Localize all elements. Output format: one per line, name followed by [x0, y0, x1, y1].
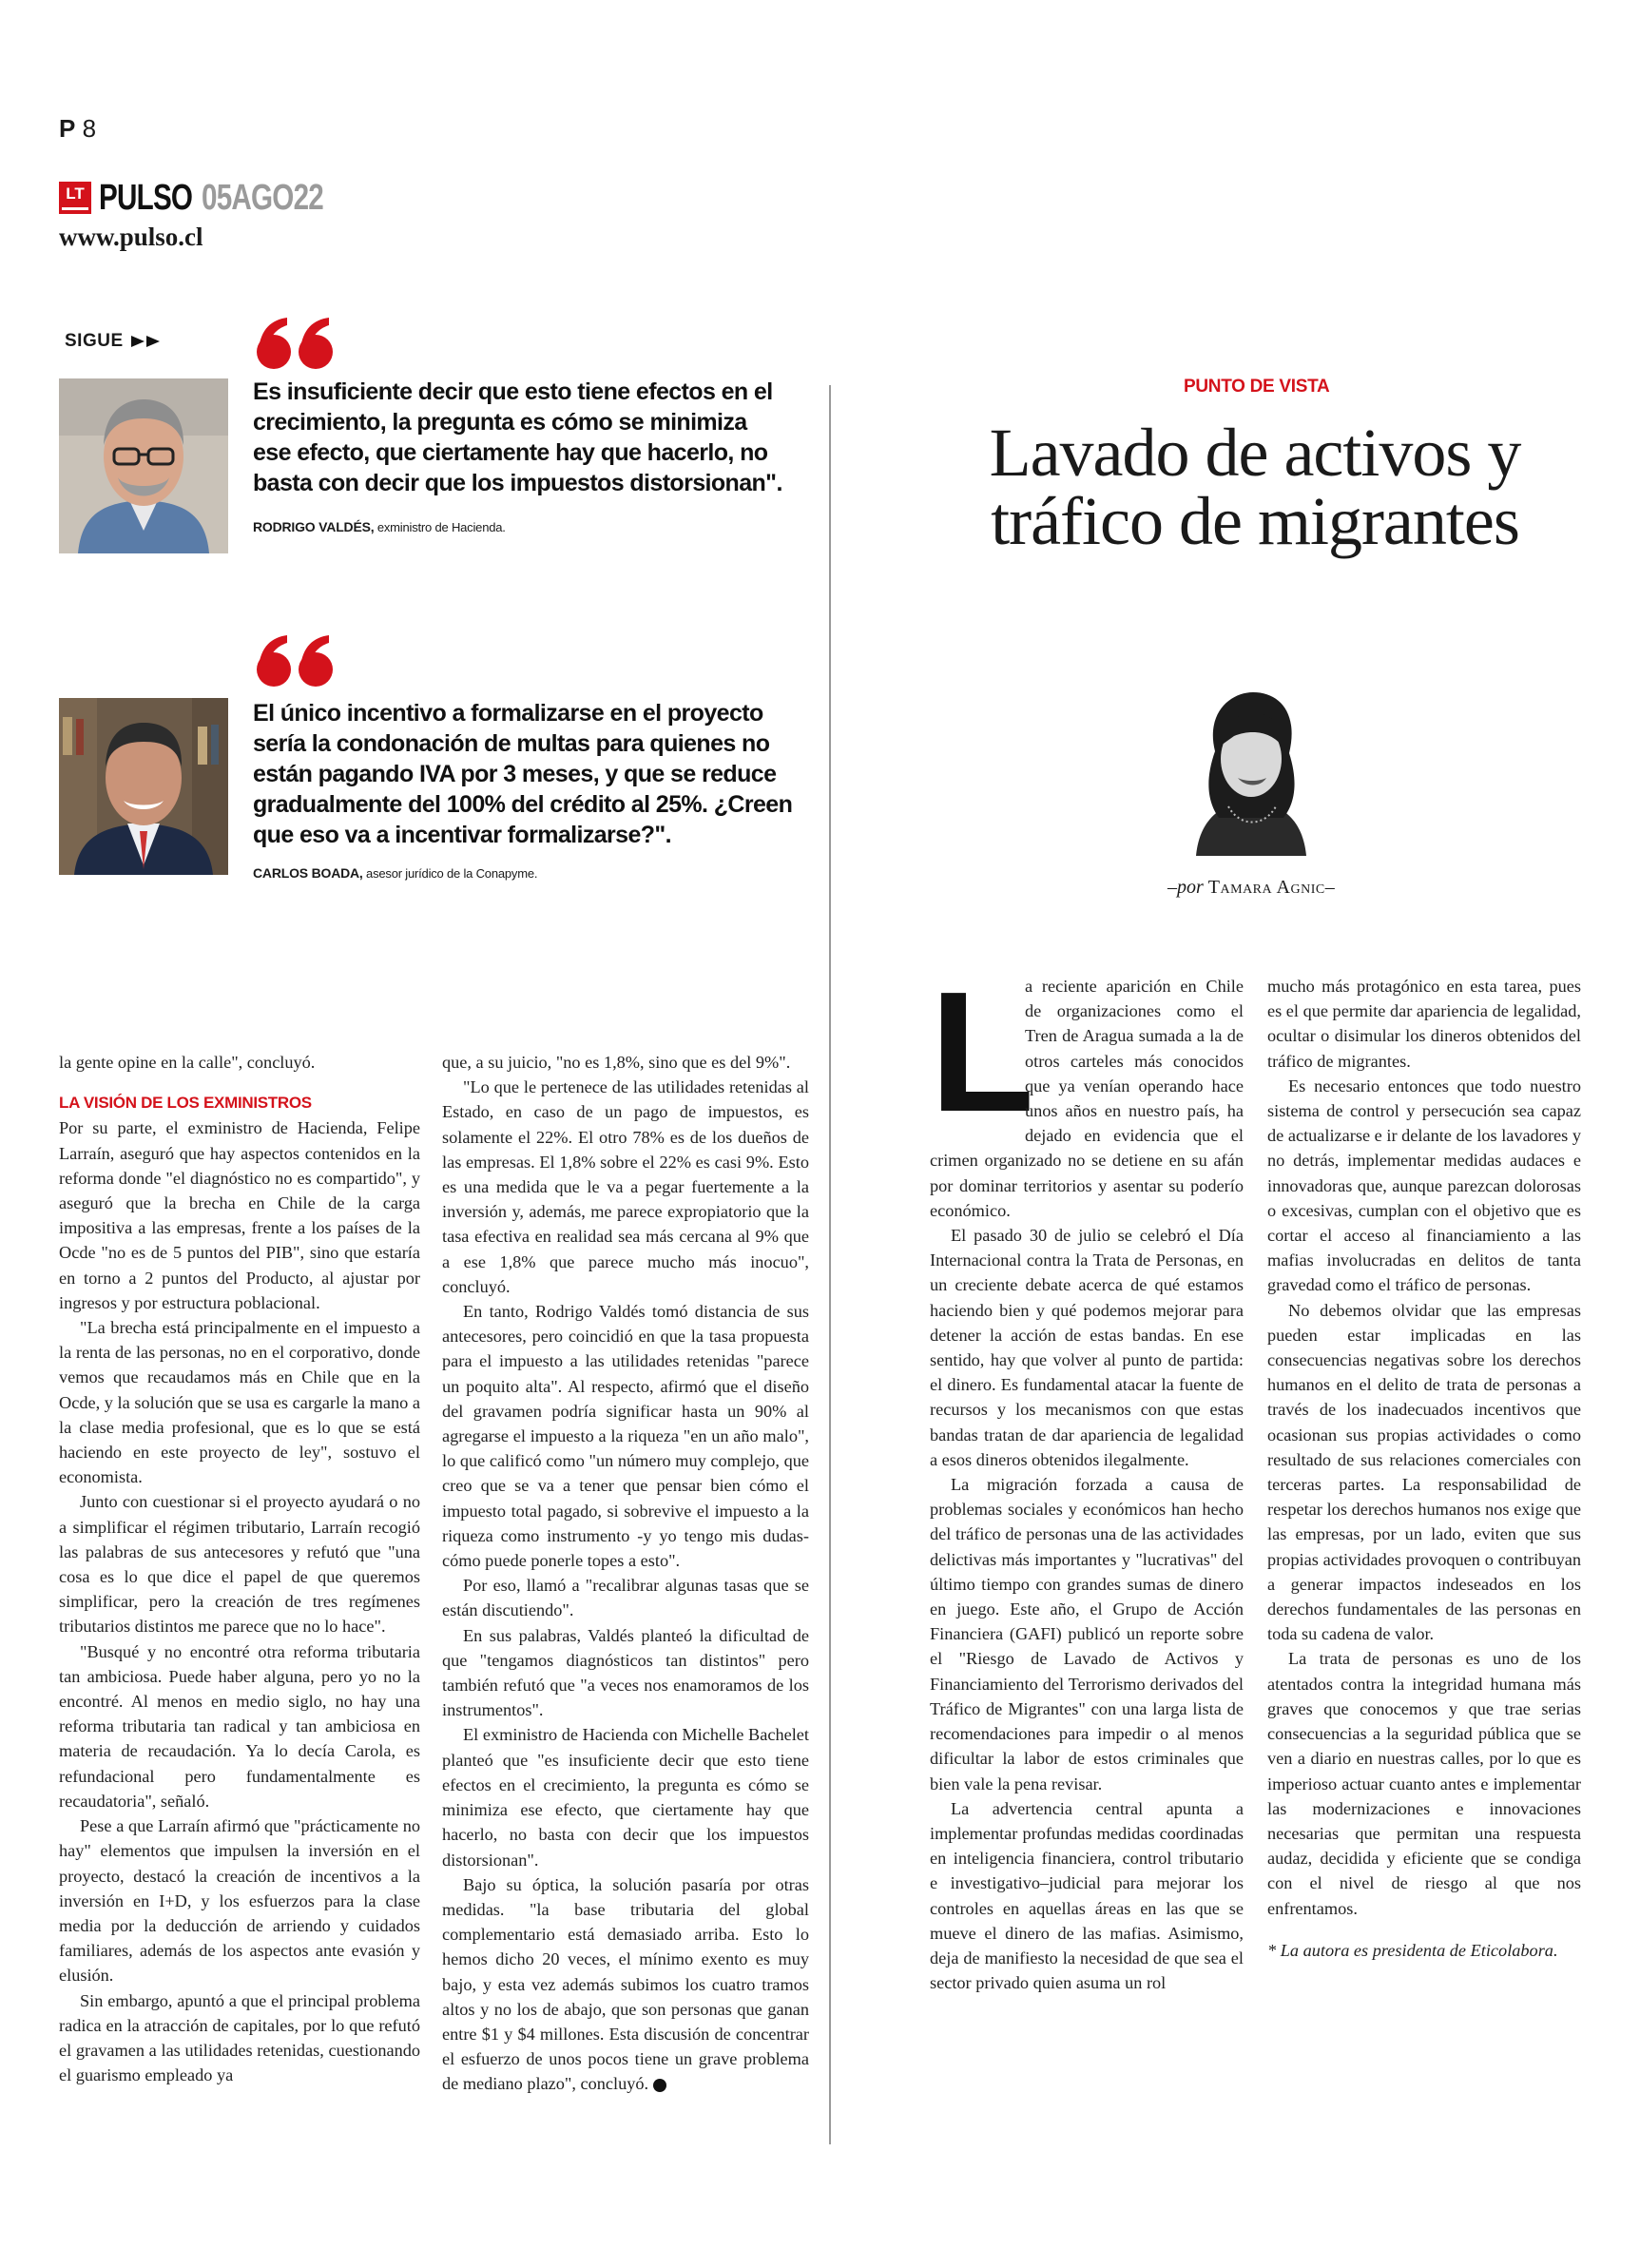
rodrigo-valdes-photo	[59, 378, 228, 553]
tamara-agnic-portrait	[1177, 685, 1325, 856]
column-divider	[829, 385, 831, 2144]
double-arrow-icon	[131, 335, 164, 348]
quote-author: CARLOS BOADA, asesor jurídico de la Conapyme.	[253, 865, 538, 881]
page-number: P 8	[59, 114, 97, 143]
paragraph: Sin embargo, apuntó a que el principal problema radica en la atracción de capitales, por lo que refutó el gravamen a las utilidades retenidas, cuestionando el guarismo empleado ya	[59, 1990, 420, 2085]
quote-text: Es insuficiente decir que esto tiene efectos en el crecimiento, la pregunta es cómo se minimiza ese efecto, que ciertamente hay que hacerlo, no basta con decir que los impuestos distorsionan".	[253, 378, 782, 496]
paragraph: Pese a que Larraín afirmó que "prácticamente no hay" elementos que impulsen la inversión en el proyecto, destacó la creación de incentivos a la inversión en I+D, y los esfuerzos para la clase media por la deducción de arriendo y cuidados familiares, además de los aspectos ante evasión y elusión.	[59, 1816, 420, 1986]
paragraph: La trata de personas es uno de los atentados contra la integridad humana más graves que conocemos y que trae serias consecuencias a la seguridad pública que se ven a diario en nuestras calles, por lo que es imperioso actuar cuanto antes e implementar las modernizaciones e innovaciones necesarias que permitan una respuesta audaz, decidida y eficiente que se condiga con el nivel de riesgo al que nos enfrentamos.	[1267, 1649, 1581, 1918]
paragraph: La advertencia central apunta a implementar profundas medidas coordinadas en inteligencia financiera, control tributario e investigativo–judicial para mejorar los controles en aquellas áreas en las que se mueve el dinero de las mafias. Asimismo, deja de manifiesto la necesidad de que sea el sector privado quien asuma un rol	[930, 1798, 1244, 1993]
masthead-date: 05AGO22	[202, 177, 323, 218]
paragraph: No debemos olvidar que las empresas pueden estar implicadas en las consecuencias negativas sobre los derechos humanos en el delito de trata de personas a través de los inadecuados incentivos que ocasionan sus propias actividades o como resultado de sus relaciones comerciales con terceras partes. La responsabilidad de respetar los derechos humanos nos exige que las empresas, por un lado, eviten que sus propias actividades provoquen o contribuyan a generar impactos indeseados en los derechos fundamentales de las personas en toda su cadena de valor.	[1267, 1300, 1581, 1644]
end-mark-icon: P	[653, 2079, 666, 2092]
quote-mark-icon	[255, 631, 340, 688]
paragraph: Es necesario entonces que todo nuestro sistema de control y persecución sea capaz de actualizarse e ir delante de los lavadores y no detrás, implementar medidas audaces e innovadoras que, aunque parezcan dolorosas o excesivas, cumplan con el objetivo que es cortar el acceso al financiamiento a las mafias involucradas en delitos de tanta gravedad como el tráfico de personas.	[1267, 1076, 1581, 1295]
paragraph: La migración forzada a causa de problemas sociales y económicos han hecho del tráfico de personas una de las actividades delictivas más importantes y "lucrativas" del último tiempo con grandes sumas de dinero en juego. Este año, el Grupo de Acción Financiera (GAFI) publicó un reporte sobre el "Riesgo de Lavado de Activos y Financiamiento del Terrorismo derivados del Tráfico de Migrantes" con una larga lista de recomendaciones para impedir o al menos dificultar la labor de estos criminales que bien vale la pena revisar.	[930, 1475, 1244, 1793]
author-note: * La autora es presidenta de Eticolabora.	[1267, 1940, 1558, 1960]
article-column-2	[442, 1050, 809, 2097]
article-column-1	[59, 1050, 420, 2087]
quote-text: El único incentivo a formalizarse en el proyecto sería la condonación de multas para quienes no están pagando IVA por 3 meses, y que se reduce gradualmente del 100% del crédito al 25%. ¿Creen que eso va a incentivar formalizarse?".	[253, 700, 793, 848]
subhead: LA VISIÓN DE LOS EXMINISTROS	[59, 1094, 312, 1113]
site-url[interactable]: www.pulso.cl	[59, 223, 203, 251]
opinion-column-2	[1267, 974, 1581, 1963]
paragraph: Por eso, llamó a "recalibrar algunas tasas que se están discutiendo".	[442, 1576, 809, 1620]
paragraph: mucho más protagónico en esta tarea, pues es el que permite dar apariencia de legalidad, ocultar o disimular los dineros obtenidos del tráfico de migrantes.	[1267, 977, 1581, 1071]
carlos-boada-photo	[59, 698, 228, 875]
drop-cap: L	[930, 957, 1034, 1148]
paragraph: la gente opine en la calle", concluyó.	[59, 1053, 316, 1072]
quote-author: RODRIGO VALDÉS, exministro de Hacienda.	[253, 519, 506, 534]
paragraph: "Lo que le pertenece de las utilidades retenidas al Estado, en caso de un pago de impuestos, es solamente el 22%. El otro 78% es de los dueños de las empresas. El 1,8% sobre el 22% es casi 9%. Esto es una medida que le va a pegar fuertemente a la inversión y, además, me parece expropiatorio que la tasa efectiva en realidad sea más cercana al 9% que a ese 1,8% que parece mucho más inocuo", concluyó.	[442, 1077, 809, 1296]
paragraph: a reciente aparición en Chile de organizaciones como el Tren de Aragua sumada a la de otros carteles más conocidos que ya venían operando hace unos años en nuestro país, ha dejado en evidencia que el crimen organizado no se detiene en su afán por dominar territorios y asentar su poderío económico.	[930, 977, 1244, 1220]
paragraph: "La brecha está principalmente en el impuesto a la renta de las personas, no en el corporativo, donde vemos que recaudamos más en Chile que en la Ocde, y la solución que se usa es cargarle la mano a la clase media profesional, que es lo que se está haciendo en este proyecto de ley", sostuvo el economista.	[59, 1318, 420, 1487]
paragraph: El pasado 30 de julio se celebró el Día Internacional contra la Trata de Personas, en un creciente debate acerca de qué estamos haciendo bien y qué podemos mejorar para detener la acción de estas bandas. En ese sentido, hay que volver al punto de partida: el dinero. Es fundamental atacar la fuente de recursos y los mecanismos con que estas bandas tratan de dar apariencia de legalidad a esos dineros obtenidos ilegalmente.	[930, 1226, 1244, 1469]
paragraph: Junto con cuestionar si el proyecto ayudará o no a simplificar el régimen tributario, Larraín recogió las palabras de sus antecesores y refutó que "una cosa es lo que dice el papel de que queremos simplificar, pero la creación de tres regímenes tributarios distintos me parece que no lo hace".	[59, 1492, 420, 1637]
paragraph: El exministro de Hacienda con Michelle Bachelet planteó que "es insuficiente decir que esto tiene efectos en el crecimiento, la pregunta es cómo se minimiza ese efecto, que ciertamente hay que hacerlo, no basta con decir que los impuestos distorsionan".	[442, 1725, 809, 1870]
paragraph: En tanto, Rodrigo Valdés tomó distancia de sus antecesores, pero coincidió en que la tasa propuesta para el impuesto a las utilidades retenidas "parece un poquito alta". Al respecto, afirmó que el diseño del gravamen podría significar hasta un 90% al agregarse el impuesto a la riqueza "en un año malo", lo que calificó como "un número muy complejo, que creo que se va a tener que pensar bien cómo el impuesto total pagado, si sobrevive el impuesto a la riqueza como instrumento -y yo tengo mis dudas- cómo puede ponerle topes a esto".	[442, 1302, 809, 1571]
opinion-column-1	[930, 957, 1244, 1995]
paragraph: que, a su juicio, "no es 1,8%, sino que es del 9%".	[442, 1053, 791, 1072]
paragraph: En sus palabras, Valdés planteó la dificultad de que "tengamos diagnósticos tan distintos" pero también refutó que "a veces nos enamoramos de los instrumentos".	[442, 1625, 809, 1720]
lt-logo: LT	[59, 182, 91, 214]
masthead-title: PULSO	[99, 177, 193, 218]
headline: Lavado de activos y tráfico de migrantes	[989, 415, 1521, 559]
byline: –por Tamara Agnic–	[1167, 877, 1336, 898]
sigue-label: SIGUE	[65, 331, 164, 352]
paragraph: Por su parte, el exministro de Hacienda, Felipe Larraín, aseguró que hay aspectos contenidos en la reforma donde "el diagnóstico no es compartido", y aseguró que la brecha en Chile de la carga impositiva a las empresas, frente a los países de la Ocde "no es de 5 puntos del PIB", sino que estaría en torno a 2 puntos del Producto, al ajustar por ingresos y por estructura poblacional.	[59, 1118, 420, 1312]
masthead	[59, 179, 357, 217]
paragraph: "Busqué y no encontré otra reforma tributaria tan ambiciosa. Puede haber alguna, pero yo no la encontré. Al menos en medio siglo, no hay una reforma tributaria tan radical y tan ambiciosa en materia de recaudación. Ya lo decía Carola, es refundacional pero fundamentalmente es recaudatoria", señaló.	[59, 1641, 420, 1811]
quote-mark-icon	[255, 314, 340, 371]
paragraph: Bajo su óptica, la solución pasaría por otras medidas. "la base tributaria del global complementario está demasiado arriba. Esto lo hemos dicho 20 veces, el mínimo exento es muy bajo, y esta vez además subimos los cuatro tramos altos y no los de abajo, que son personas que ganan entre $1 y $4 millones. Esta discusión de concentrar el esfuerzo de unos pocos tiene un grave problema de mediano plazo", concluyó.	[442, 1874, 809, 2094]
section-label: PUNTO DE VISTA	[1184, 377, 1330, 397]
